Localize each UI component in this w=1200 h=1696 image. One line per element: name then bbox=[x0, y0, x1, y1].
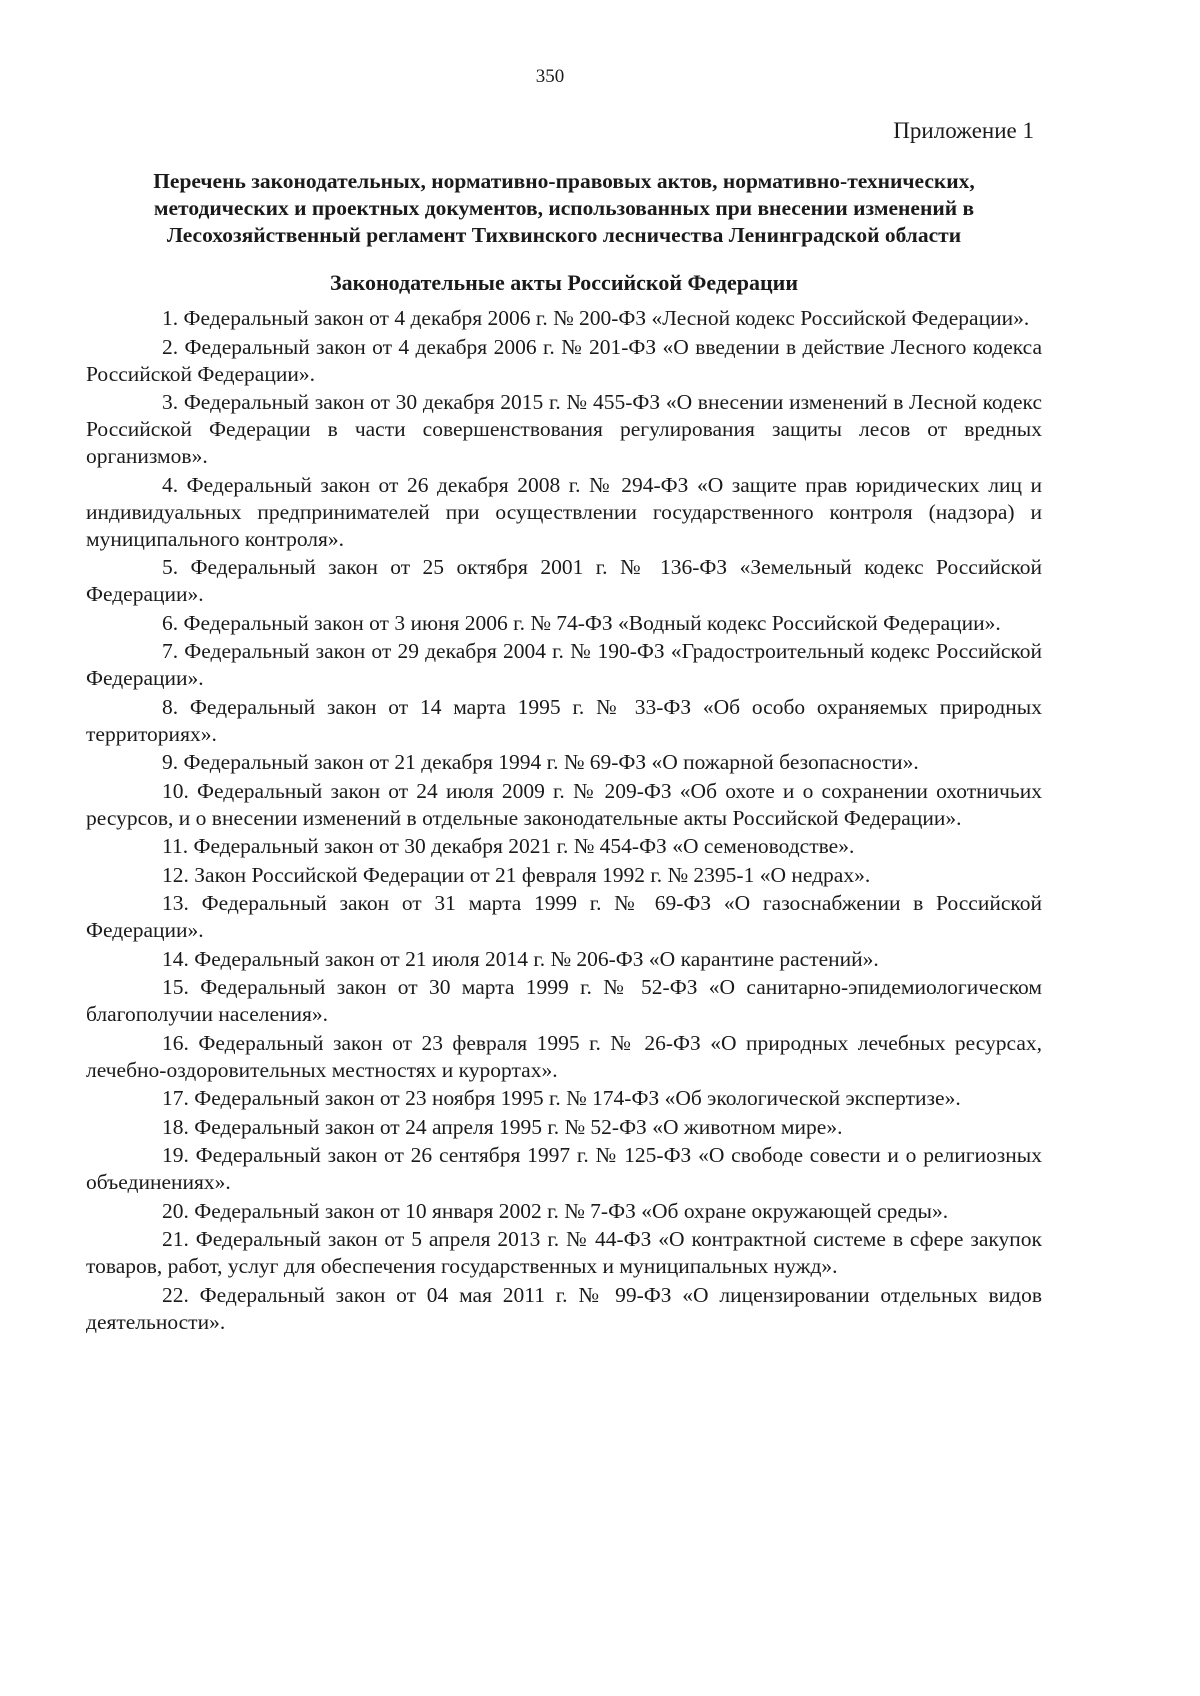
list-item: 11. Федеральный закон от 30 декабря 2021 г. № 454-ФЗ «О семеноводстве». bbox=[162, 834, 855, 858]
list-item: 1. Федеральный закон от 4 декабря 2006 г. № 200-ФЗ «Лесной кодекс Российской Федерации». bbox=[162, 306, 1030, 330]
list-item: 12. Закон Российской Федерации от 21 февраля 1992 г. № 2395-1 «О недрах». bbox=[162, 862, 871, 887]
list-item: 9. Федеральный закон от 21 декабря 1994 г. № 69-ФЗ «О пожарной безопасности». bbox=[162, 750, 919, 774]
list-item: 14. Федеральный закон от 21 июля 2014 г. № 206-ФЗ «О карантине растений». bbox=[162, 946, 879, 971]
list-item: 6. Федеральный закон от 3 июня 2006 г. № 74-ФЗ «Водный кодекс Российской Федерации». bbox=[162, 610, 1001, 635]
document-title-line: Перечень законодательных, нормативно-правовых актов, нормативно-технических, bbox=[153, 169, 975, 193]
list-item: 10. Федеральный закон от 24 июля 2009 г. № 209-ФЗ «Об охоте и о сохранении охотничьих ресурсов, и о внесении изменений в отдельные законодательные акты Российской Федерации». bbox=[86, 778, 1042, 830]
document-title-line: методических и проектных документов, использованных при внесении изменений в bbox=[153, 196, 975, 220]
list-item: 5. Федеральный закон от 25 октября 2001 г. № 136-ФЗ «Земельный кодекс Российской Федерации». bbox=[86, 555, 1042, 606]
list-item: 18. Федеральный закон от 24 апреля 1995 г. № 52-ФЗ «О животном мире». bbox=[162, 1114, 843, 1139]
list-item: 16. Федеральный закон от 23 февраля 1995 г. № 26-ФЗ «О природных лечебных ресурсах, лечебно-оздоровительных местностях и курортах». bbox=[86, 1030, 1042, 1082]
document-title-line: Лесохозяйственный регламент Тихвинского лесничества Ленинградской области bbox=[166, 223, 962, 247]
list-item: 15. Федеральный закон от 30 марта 1999 г. № 52-ФЗ «О санитарно-эпидемиологическом благополучии населения». bbox=[86, 975, 1042, 1026]
list-item: 19. Федеральный закон от 26 сентября 1997 г. № 125-ФЗ «О свободе совести и о религиозных объединениях». bbox=[86, 1143, 1042, 1194]
list-item: 4. Федеральный закон от 26 декабря 2008 г. № 294-ФЗ «О защите прав юридических лиц и индивидуальных предпринимателей при осуществлении государственного контроля (надзора) и муниципального контроля». bbox=[86, 472, 1042, 551]
list-item: 7. Федеральный закон от 29 декабря 2004 г. № 190-ФЗ «Градостроительный кодекс Российской Федерации». bbox=[86, 639, 1042, 690]
list-item: 2. Федеральный закон от 4 декабря 2006 г. № 201-ФЗ «О введении в действие Лесного кодекса Российской Федерации». bbox=[86, 334, 1042, 386]
list-item: 21. Федеральный закон от 5 апреля 2013 г. № 44-ФЗ «О контрактной системе в сфере закупок товаров, работ, услуг для обеспечения государственных и муниципальных нужд». bbox=[86, 1227, 1042, 1278]
list-item: 20. Федеральный закон от 10 января 2002 г. № 7-ФЗ «Об охране окружающей среды». bbox=[162, 1198, 949, 1223]
appendix-label: Приложение 1 bbox=[893, 118, 1034, 143]
list-item: 3. Федеральный закон от 30 декабря 2015 г. № 455-ФЗ «О внесении изменений в Лесной кодекс Российской Федерации в части совершенствования регулирования защиты лесов от вредных организмов». bbox=[86, 390, 1042, 468]
list-item: 8. Федеральный закон от 14 марта 1995 г. № 33-ФЗ «Об особо охраняемых природных территориях». bbox=[86, 694, 1042, 746]
section-heading: Законодательные акты Российской Федерации bbox=[329, 270, 799, 295]
page-number: 350 bbox=[535, 66, 565, 87]
list-item: 22. Федеральный закон от 04 мая 2011 г. № 99-ФЗ «О лицензировании отдельных видов деятельности». bbox=[86, 1282, 1042, 1334]
legislative-acts-list bbox=[86, 305, 1042, 1337]
list-item: 17. Федеральный закон от 23 ноября 1995 г. № 174-ФЗ «Об экологической экспертизе». bbox=[162, 1086, 961, 1110]
document-title bbox=[86, 168, 1042, 249]
list-item: 13. Федеральный закон от 31 марта 1999 г. № 69-ФЗ «О газоснабжении в Российской Федерации». bbox=[86, 891, 1042, 942]
